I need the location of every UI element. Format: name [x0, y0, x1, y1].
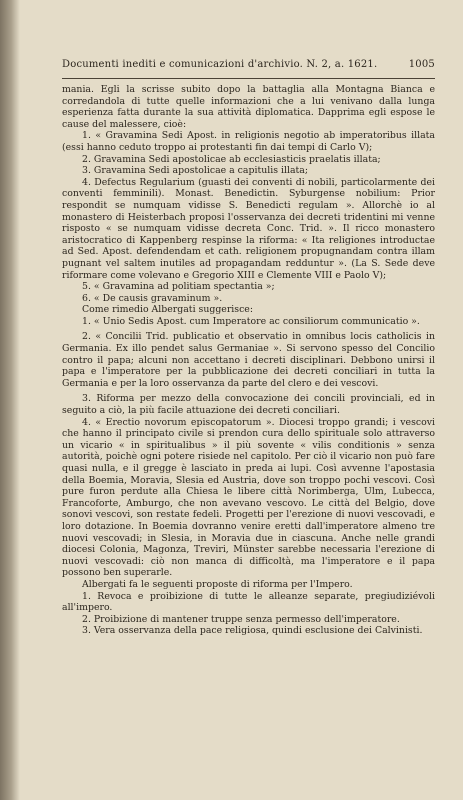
running-header: [62, 59, 435, 70]
paragraph-reform-2: 2. Proibizione di mantener truppe senza permesso dell'imperatore.: [82, 613, 400, 625]
paragraph-reform-intro: Albergati fa le seguenti proposte di riforma per l'Impero.: [82, 578, 353, 590]
page-body: [62, 84, 435, 637]
paragraph-reform-1: 1. Revoca e proibizione di tutte le alleanze separate, pregiudiziévoli all'impero.: [62, 590, 435, 614]
paragraph-intro: mania. Egli la scrisse subito dopo la battaglia alla Montagna Bianca e corredandola di tutte quelle informazioni che a lui venivano dalla lunga esperienza fatta durante la sua attività diplomatica. Dapprima egli espose le cause del malessere, cioè:: [62, 84, 435, 130]
paragraph-reform-3: 3. Vera osservanza della pace religiosa, quindi esclusione dei Calvinisti.: [82, 625, 423, 637]
paragraph-remedy-4: 4. « Erectio novorum episcopatorum ». Diocesi troppo grandi; i vescovi che hanno il principato civile si prendon cura dello spirituale solo attraverso un vicario « in spiritualibus » il più sovente « vilis conditionis » senza autorità, poichè ogni potere risiede nel capitolo. Per ciò il vicario non può fare quasi nulla, e il gregge è lasciato in preda ai lupi. Così avvenne l'apostasia della Boemia, Moravia, Slesia ed Austria, dove son troppo pochi vescovi. Così pure furon perdute alla Chiesa le libere città Norimberga, Ulm, Lubecca, Francoforte, Amburgo, che non avevano vescovo. Le città del Belgio, dove sonovi vescovi, son restate fedeli. Progetti per l'erezione di nuovi vescovadi, e loro dotazione. In Boemia dovranno venire eretti dall'imperatore almeno tre nuovi vescovadi; in Slesia, in Moravia due in ciascuna. Anche nelle grandi diocesi Colonia, Magonza, Treviri, Münster sarebbe necessaria l'erezione di nuovi vescovadi: ciò non manca di difficoltà, ma l'imperatore e il papa possono ben superarle.: [62, 416, 435, 579]
paragraph-remedies-intro: Come rimedio Albergati suggerisce:: [82, 304, 253, 316]
paragraph-remedy-3: 3. Riforma per mezzo della convocazione dei concili provinciali, ed in seguito a ciò, la più facile attuazione dei decreti conciliari.: [62, 393, 435, 417]
paragraph-gravamen-5: 5. « Gravamina ad politiam spectantia »;: [82, 281, 275, 293]
paragraph-gravamen-4: 4. Defectus Regularium (guasti dei conventi di nobili, particolarmente dei conventi femminili). Monast. Benedictin. Syburgense nobilium: Prior respondit se numquam vidisse S. Benedicti regulam ». Allorchè io al monastero di Heisterbach proposi l'osservanza dei decreti tridentini mi venne risposto « se numquam vidisse decreta Conc. Trid. ». Il ricco monastero aristocratico di Kappenberg respinse la riforma: « Ita religiones introductae ad Sed. Apost. defendendam et cath. religionem propugnandam contra illam pugnant vel saltem inutiles ad propagandam redduntur ». (La S. Sede deve riformare come volevano e Gregorio XIII e Clemente VIII e Paolo V);: [62, 176, 435, 281]
paragraph-gravamen-2: 2. Gravamina Sedi apostolicae ab ecclesiasticis praelatis illata;: [82, 153, 381, 165]
paragraph-gravamen-3: 3. Gravamina Sedi apostolicae a capitulis illata;: [82, 165, 308, 177]
paragraph-remedy-2: 2. « Concilii Trid. publicatio et observatio in omnibus locis catholicis in Germania. Ex illo pendet salus Germaniae ». Si servono spesso del Concilio contro il papa; alcuni non accettano i decreti disciplinari. Debbono unirsi il papa e l'imperatore per la pubblicazione dei decreti conciliari in tutta la Germania e per la loro osservanza da parte del clero e dei vescovi.: [62, 331, 435, 389]
running-title: Documenti inediti e comunicazioni d'archivio. N. 2, a. 1621.: [62, 59, 378, 70]
header-rule: [62, 78, 435, 79]
paragraph-gravamen-1: 1. « Gravamina Sedi Apost. in religionis negotio ab imperatoribus illata (essi hanno ceduto troppo ai protestanti fin dai tempi di Carlo V);: [62, 130, 435, 153]
page-gutter-shadow: [0, 0, 20, 800]
page-number: 1005: [408, 59, 435, 70]
paragraph-gravamen-6: 6. « De causis gravaminum ».: [82, 292, 223, 304]
paragraph-remedy-1: 1. « Unio Sedis Apost. cum Imperatore ac consiliorum communicatio ».: [82, 315, 420, 327]
